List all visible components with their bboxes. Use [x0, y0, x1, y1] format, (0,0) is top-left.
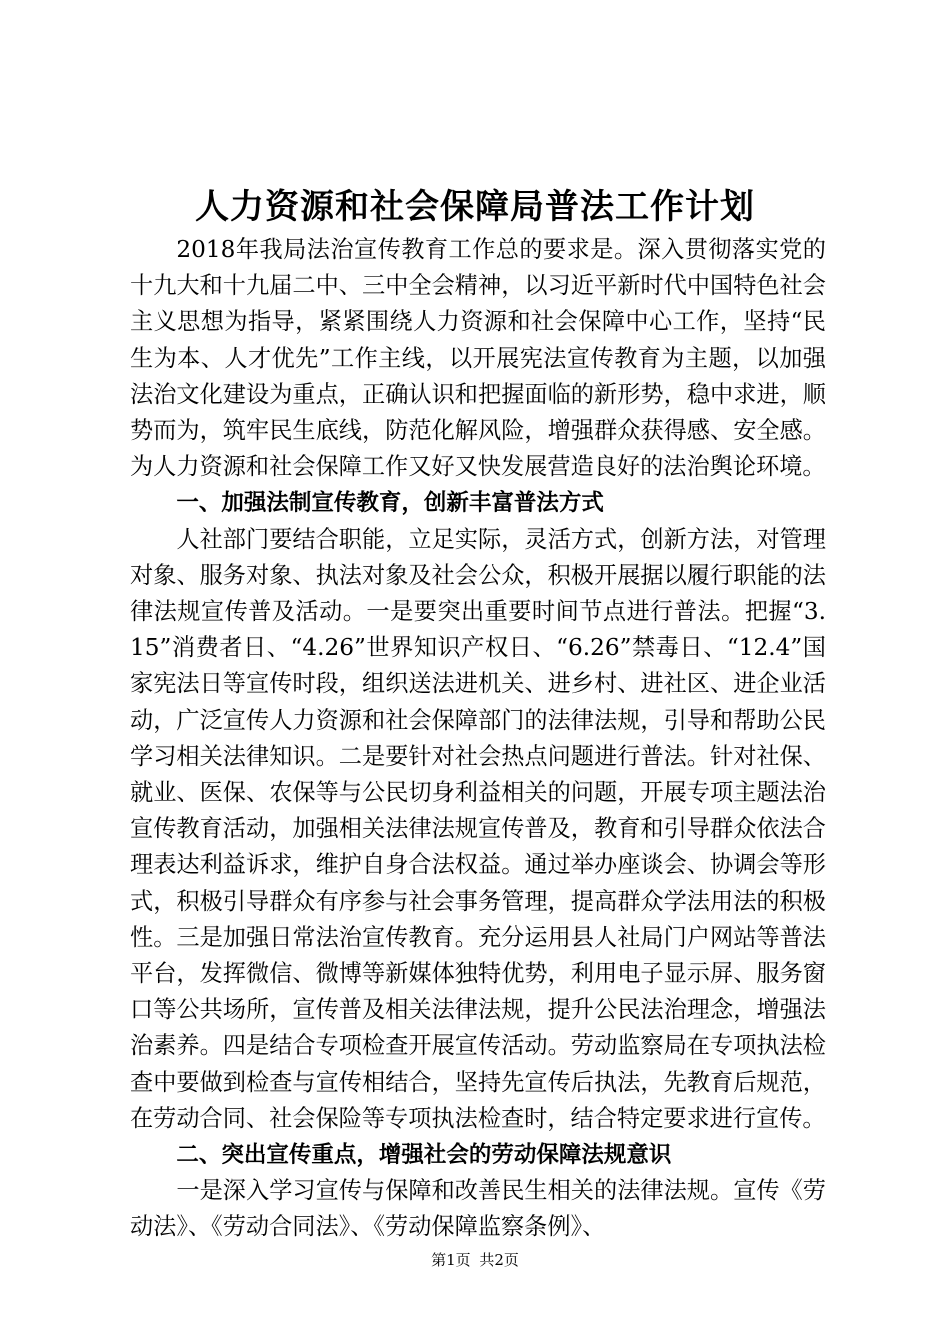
- intro-paragraph: 2018年我局法治宣传教育工作总的要求是。深入贯彻落实党的十九大和十九届二中、三中全会精神，以习近平新时代中国特色社会主义思想为指导，紧紧围绕人力资源和社会保障中心工作，坚持“民生为本、人才优先”工作主线，以开展宪法宣传教育为主题，以加强法治文化建设为重点，正确认识和把握面临的新形势，稳中求进，顺势而为，筑牢民生底线，防范化解风险，增强群众获得感、安全感。为人力资源和社会保障工作又好又快发展营造良好的法治舆论环境。: [130, 236, 826, 481]
- document-body: [130, 232, 826, 1246]
- section-1-paragraph: 人社部门要结合职能，立足实际，灵活方式，创新方法，对管理对象、服务对象、执法对象及社会公众，积极开展据以履行职能的法律法规宣传普及活动。一是要突出重要时间节点进行普法。把握“3.15”消费者日、“4.26”世界知识产权日、“6.26”禁毒日、“12.4”国家宪法日等宣传时段，组织送法进机关、进乡村、进社区、进企业活动，广泛宣传人力资源和社会保障部门的法律法规，引导和帮助公民学习相关法律知识。二是要针对社会热点问题进行普法。针对社保、就业、医保、农保等与公民切身利益相关的问题，开展专项主题法治宣传教育活动，加强相关法律法规宣传普及，教育和引导群众依法合理表达利益诉求，维护自身合法权益。通过举办座谈会、协调会等形式，积极引导群众有序参与社会事务管理，提高群众学法用法的积极性。三是加强日常法治宣传教育。充分运用县人社局门户网站等普法平台，发挥微信、微博等新媒体独特优势，利用电子显示屏、服务窗口等公共场所，宣传普及相关法律法规，提升公民法治理念，增强法治素养。四是结合专项检查开展宣传活动。劳动监察局在专项执法检查中要做到检查与宣传相结合，坚持先宣传后执法，先教育后规范，在劳动合同、社会保险等专项执法检查时，结合特定要求进行宣传。: [130, 525, 826, 1132]
- section-heading-1: 一、加强法制宣传教育，创新丰富普法方式: [176, 490, 604, 517]
- section-heading-2: 二、突出宣传重点，增强社会的劳动保障法规意识: [176, 1142, 672, 1169]
- section-2-paragraph: 一是深入学习宣传与保障和改善民生相关的法律法规。宣传《劳动法》、《劳动合同法》、《劳动保障监察条例》、: [130, 1177, 826, 1241]
- page-footer: 第1页 共2页: [431, 1251, 519, 1269]
- document-title: 人力资源和社会保障局普法工作计划: [195, 187, 755, 227]
